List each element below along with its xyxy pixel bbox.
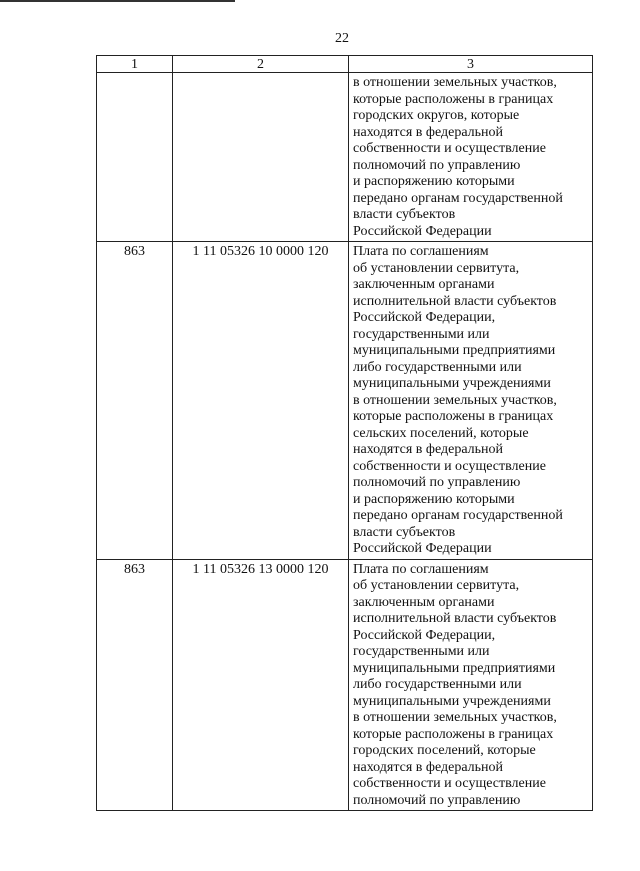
scan-edge-line <box>0 0 235 2</box>
description-line: либо государственными или <box>353 359 522 375</box>
description-line: в отношении земельных участков, <box>353 75 557 90</box>
description-line: заключенным органами <box>353 277 495 292</box>
description-line: находятся в федеральной <box>353 124 504 140</box>
admin-code-cell: 863 <box>97 559 173 811</box>
description-line: муниципальными учреждениями <box>353 693 551 709</box>
description-line: власти субъектов <box>353 207 456 222</box>
codes-table <box>96 55 593 811</box>
description-line: сельских поселений, которые <box>353 425 529 441</box>
description-line: и распоряжению которыми <box>353 174 515 189</box>
admin-code-cell <box>97 73 173 242</box>
description-line: в отношении земельных участков, <box>353 710 557 725</box>
description-line: власти субъектов <box>353 524 456 540</box>
description-line: Российской Федерации <box>353 541 492 556</box>
description-line: собственности и осуществление <box>353 141 546 156</box>
table-row <box>97 559 593 811</box>
description-line: которые расположены в границах <box>353 91 554 107</box>
description-line: передано органам государственной <box>353 190 563 206</box>
description-cell <box>349 73 593 242</box>
table-body <box>97 73 593 811</box>
description-line: городских округов, которые <box>353 108 520 123</box>
table-row <box>97 242 593 560</box>
description-line: муниципальными предприятиями <box>353 343 556 358</box>
description-line: об установлении сервитута, <box>353 260 520 276</box>
description-line: Российской Федерации, <box>353 627 496 643</box>
description-line: полномочий по управлению <box>353 475 521 490</box>
table-row <box>97 73 593 242</box>
description-line: исполнительной власти субъектов <box>353 293 557 309</box>
admin-code-cell: 863 <box>97 242 173 560</box>
description-line: Российской Федерации <box>353 223 492 239</box>
description-line: Плата по соглашениям <box>353 244 489 259</box>
description-line: государственными или <box>353 644 490 659</box>
description-line: находятся в федеральной <box>353 442 504 457</box>
description-line: Российской Федерации, <box>353 310 496 325</box>
description-line: об установлении сервитута, <box>353 578 520 593</box>
kbk-code-cell <box>173 73 349 242</box>
description-line: муниципальными учреждениями <box>353 376 551 391</box>
description-line: муниципальными предприятиями <box>353 660 556 676</box>
column-header-3: 3 <box>349 56 593 73</box>
description-line: государственными или <box>353 326 490 342</box>
description-line: которые расположены в границах <box>353 409 554 424</box>
description-cell <box>349 559 593 811</box>
description-line: исполнительной власти субъектов <box>353 611 557 626</box>
kbk-code-cell: 1 11 05326 10 0000 120 <box>173 242 349 560</box>
description-line: полномочий по управлению <box>353 157 521 173</box>
description-line: собственности и осуществление <box>353 458 546 474</box>
description-line: и распоряжению которыми <box>353 491 515 507</box>
description-line: в отношении земельных участков, <box>353 392 557 408</box>
column-header-2: 2 <box>173 56 349 73</box>
description-line: городских поселений, которые <box>353 743 536 758</box>
page-number: 22 <box>335 31 349 46</box>
description-line: полномочий по управлению <box>353 792 521 808</box>
description-line: собственности и осуществление <box>353 776 546 791</box>
description-line: Плата по соглашениям <box>353 561 489 577</box>
column-header-1: 1 <box>97 56 173 73</box>
description-line: находятся в федеральной <box>353 759 504 775</box>
description-line: которые расположены в границах <box>353 726 554 742</box>
description-cell <box>349 242 593 560</box>
kbk-code-cell: 1 11 05326 13 0000 120 <box>173 559 349 811</box>
table-header-row <box>97 56 593 73</box>
description-line: заключенным органами <box>353 594 495 610</box>
description-line: либо государственными или <box>353 677 522 692</box>
description-line: передано органам государственной <box>353 508 563 523</box>
